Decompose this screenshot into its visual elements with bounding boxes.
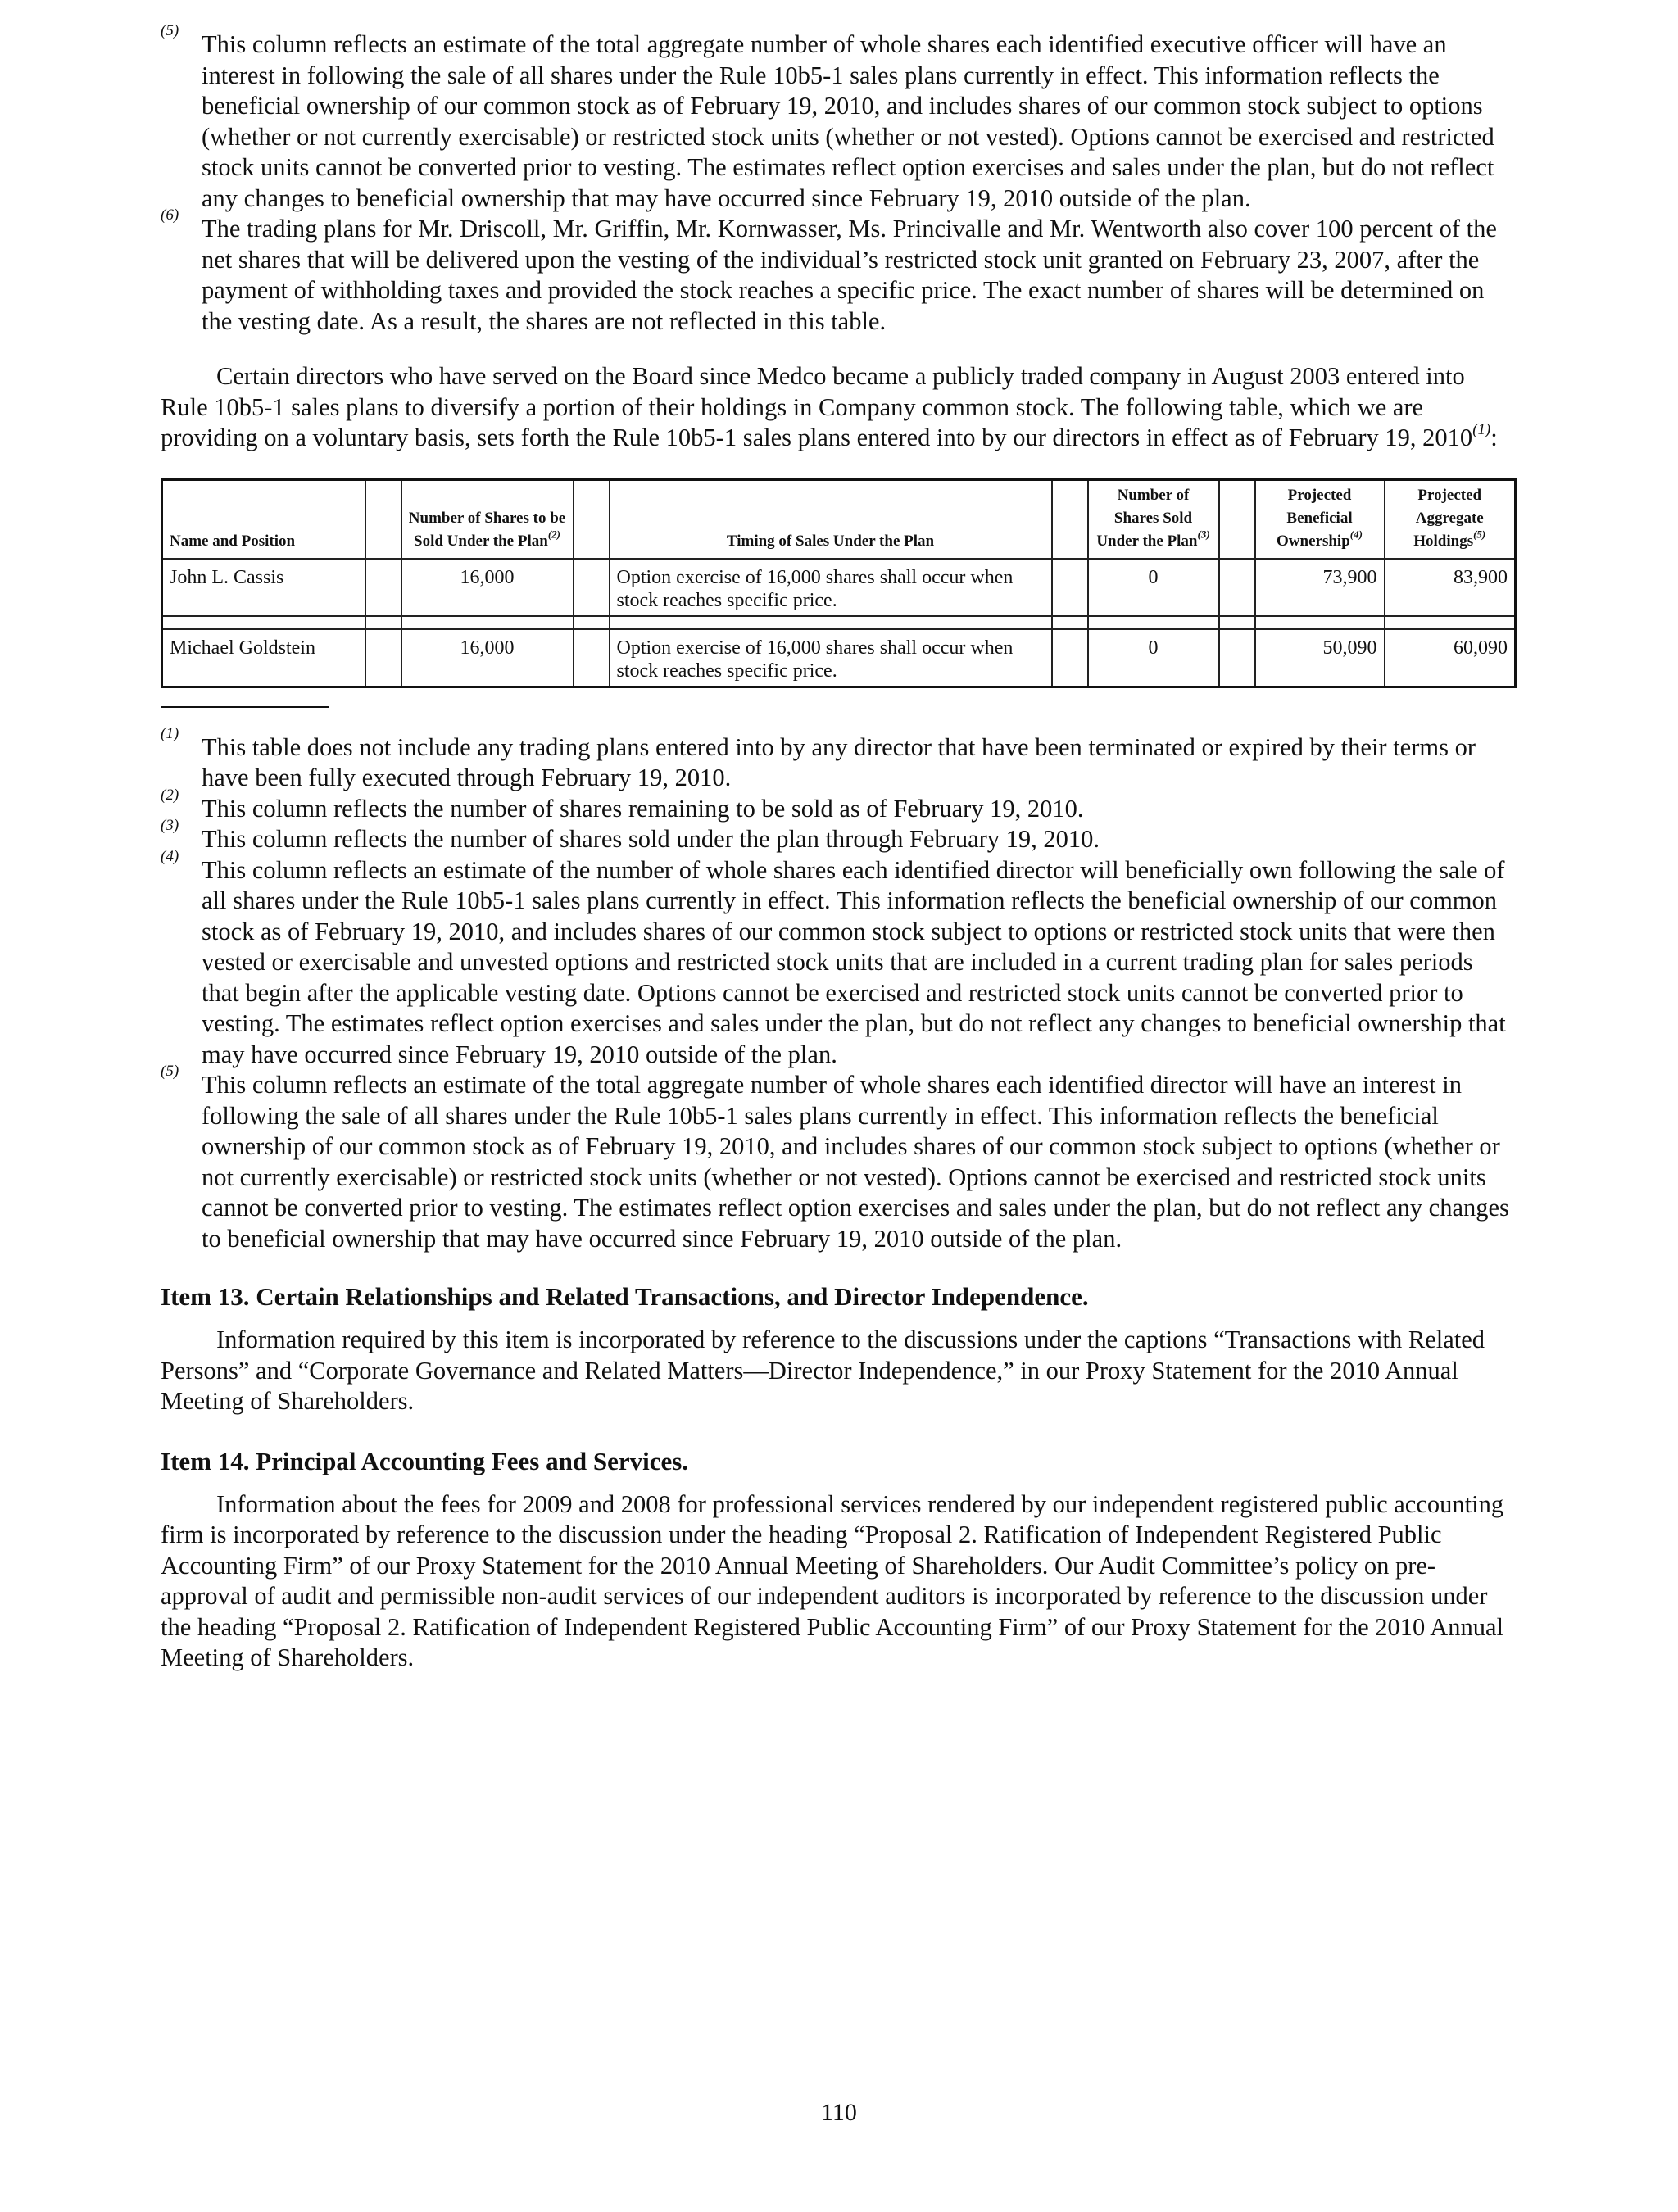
header-shares-sold: Number of Shares Sold Under the Plan$^{(3)}$ [1088, 479, 1219, 559]
cell-timing: Option exercise of 16,000 shares shall occur when stock reaches specific price. [610, 559, 1052, 616]
cell-holdings: 60,090 [1385, 629, 1516, 687]
executive-footnotes [161, 22, 1514, 337]
footnote-2: (2) This column reflects the number of shares remaining to be sold as of February 19, 2010. [161, 786, 1084, 823]
table-row [162, 559, 1516, 616]
footnote-divider [161, 706, 329, 708]
cell-timing: Option exercise of 16,000 shares shall occur when stock reaches specific price. [610, 629, 1052, 687]
item-14-text: Information about the fees for 2009 and 2008 for professional services rendered by our independent registered public accounting firm is incorporated by reference to the discussion under the heading “Proposal 2. Ratification of Independent Registered Public Accounting Firm” of our Proxy Statement for the 2010 Annual Meeting of Shareholders. Our Audit Committee’s policy on pre-approval of audit and permissible non-audit services of our independent auditors is incorporated by reference to the discussion under the heading “Proposal 2. Ratification of Independent Registered Public Accounting Firm” of our Proxy Statement for the 2010 Annual Meeting of Shareholders. [161, 1489, 1504, 1671]
header-shares-to-be-sold: Number of Shares to be Sold Under the Plan$^{(2)}$ [401, 479, 574, 559]
footnote-5-executive: (5) This column reflects an estimate of the total aggregate number of whole shares each identified executive officer will have an interest in following the sale of all shares under the Rule 10b5-1 sales plans currently in effect. This information reflects the beneficial ownership of our common stock as of February 19, 2010, and includes shares of our common stock subject to options (whether or not currently exercisable) or restricted stock units (whether or not vested). Options cannot be exercised and restricted stock units cannot be converted prior to vesting. The estimates reflect option exercises and sales under the plan, but do not reflect any changes to beneficial ownership that may have occurred since February 19, 2010 outside of the plan. [161, 22, 1494, 212]
cell-ownership: 73,900 [1255, 559, 1385, 616]
header-projected-ownership: Projected Beneficial Ownership$^{(4)}$ [1255, 479, 1385, 559]
document-page [161, 22, 1514, 1674]
footnote-3: (3) This column reflects the number of shares sold under the plan through February 19, 2010. [161, 817, 1100, 853]
header-projected-holdings: Projected Aggregate Holdings$^{(5)}$ [1385, 479, 1516, 559]
intro-paragraph: Certain directors who have served on the Board since Medco became a publicly traded company in August 2003 entered into Rule 10b5-1 sales plans to diversify a portion of their holdings in Company common stock. The following table, which we are providing on a voluntary basis, sets forth the Rule 10b5-1 sales plans entered into by our directors in effect as of February 19, 2010$^{(1)}$: [161, 362, 1498, 451]
footnote-5: (5) This column reflects an estimate of the total aggregate number of whole shares each identified director will have an interest in following the sale of all shares under the Rule 10b5-1 sales plans currently in effect. This information reflects the beneficial ownership of our common stock as of February 19, 2010, and includes shares of our common stock subject to options (whether or not currently exercisable) or restricted stock units (whether or not vested). Options cannot be exercised and restricted stock units cannot be converted prior to vesting. The estimates reflect option exercises and sales under the plan, but do not reflect any changes to beneficial ownership that may have occurred since February 19, 2010 outside of the plan. [161, 1063, 1509, 1253]
page-number: 110 [821, 2099, 857, 2126]
item-14-heading: Item 14. Principal Accounting Fees and Services. [161, 1446, 689, 1475]
table-spacer-row [162, 616, 1516, 629]
item-13-text: Information required by this item is incorporated by reference to the discussions under the captions “Transactions with Related Persons” and “Corporate Governance and Related Matters—Director Independence,” in our Proxy Statement for the 2010 Annual Meeting of Shareholders. [161, 1326, 1485, 1415]
footnote-1: (1) This table does not include any trading plans entered into by any director that have been terminated or expired by their terms or have been fully executed through February 19, 2010. [161, 724, 1476, 791]
table-row [162, 629, 1516, 687]
cell-shares-to-sell: 16,000 [401, 629, 574, 687]
cell-shares-sold: 0 [1088, 629, 1219, 687]
table-header-row [162, 479, 1516, 559]
footnote-4: (4) This column reflects an estimate of the number of whole shares each identified director will beneficially own following the sale of all shares under the Rule 10b5-1 sales plans currently in effect. This information reflects the beneficial ownership of our common stock as of February 19, 2010, and includes shares of our common stock subject to options or restricted stock units that were then vested or exercisable and unvested options and restricted stock units that are included in a current trading plan for sales periods that begin after the applicable vesting date. Options cannot be exercised and restricted stock units cannot be converted prior to vesting. The estimates reflect option exercises and sales under the plan, but do not reflect any changes to beneficial ownership that may have occurred since February 19, 2010 outside of the plan. [161, 847, 1506, 1068]
cell-name: John L. Cassis [162, 559, 365, 616]
cell-shares-sold: 0 [1088, 559, 1219, 616]
header-name-position: Name and Position [162, 479, 365, 559]
cell-holdings: 83,900 [1385, 559, 1516, 616]
cell-shares-to-sell: 16,000 [401, 559, 574, 616]
cell-name: Michael Goldstein [162, 629, 365, 687]
item-13-heading: Item 13. Certain Relationships and Related Transactions, and Director Independence. [161, 1282, 1089, 1311]
cell-ownership: 50,090 [1255, 629, 1385, 687]
footnote-6-executive: (6) The trading plans for Mr. Driscoll, Mr. Griffin, Mr. Kornwasser, Ms. Princivalle and Mr. Wentworth also cover 100 percent of the net shares that will be delivered upon the vesting of the individual’s restricted stock unit granted on February 23, 2007, after the payment of withholding taxes and provided the stock reaches a specific price. The exact number of shares will be determined on the vesting date. As a result, the shares are not reflected in this table. [161, 206, 1497, 335]
director-sales-plans-table [161, 478, 1517, 688]
header-timing-of-sales: Timing of Sales Under the Plan [610, 479, 1052, 559]
table-footnotes [161, 724, 1514, 1255]
